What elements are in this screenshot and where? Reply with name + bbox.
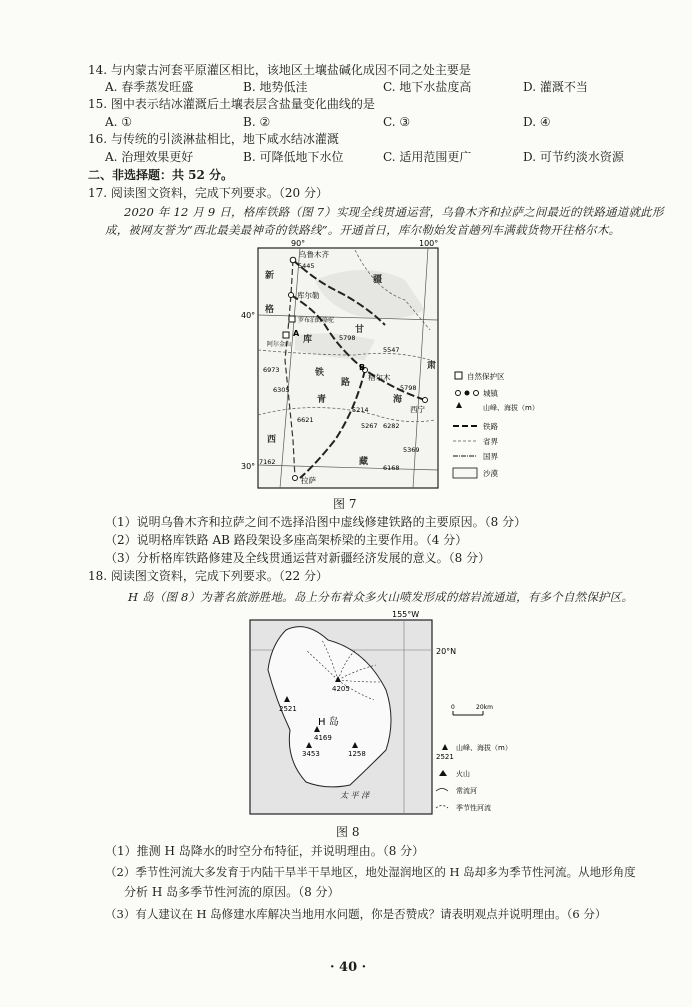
q14-option-a: A. 春季蒸发旺盛 (105, 80, 194, 94)
map7-region-char: 青 (317, 395, 327, 405)
q16-stem: 16. 与传统的引淡淋盐相比，地下咸水结冰灌溉 (88, 132, 339, 146)
map7-city-label-korla: 库尔勒 (297, 291, 320, 300)
q18-para: H 岛（图 8）为著名旅游胜地。岛上分布着众多火山喷发形成的熔岩流通道，有多个自然保护区。 (128, 590, 634, 604)
map7-peak: 5214 (352, 406, 369, 414)
q16-option-b: B. 可降低地下水位 (243, 150, 344, 164)
q15-option-d: D. ④ (523, 115, 551, 129)
map7-region-char: 甘 (355, 325, 365, 335)
q16-option-a: A. 治理效果更好 (105, 150, 194, 164)
q17-para-line1: 2020 年 12 月 9 日，格库铁路（图 7）实现全线贯通运营，乌鲁木齐和拉萨之间最近的铁路通道就此形 (124, 205, 664, 219)
map8-legend-perennial: 常流河 (456, 787, 477, 795)
q14-option-d: D. 灌溉不当 (523, 80, 588, 94)
q18-stem: 18. 阅读图文资料，完成下列要求。（22 分） (88, 569, 328, 583)
map7-reserve-label-lop: 罗布泊野骆驼 (298, 317, 335, 324)
q15-option-b: B. ② (243, 115, 271, 129)
map7-legend-town-symbol (474, 391, 479, 396)
map7-lon-100: 100° (419, 239, 439, 248)
map7-lat-40: 40° (241, 311, 256, 320)
map7-peak: 5798 (400, 384, 417, 392)
q18-sub2-line2: 分析 H 岛多季节性河流的原因。（8 分） (124, 885, 340, 899)
section-heading: 二、非选择题：共 52 分。 (88, 168, 234, 182)
q16-option-d: D. 可节约淡水资源 (523, 150, 624, 164)
q17-sub1: （1）说明乌鲁木齐和拉萨之间不选择沿图中虚线修建铁路的主要原因。（8 分） (105, 515, 527, 529)
q14-stem: 14. 与内蒙古河套平原灌区相比，该地区土壤盐碱化成因不同之处主要是 (88, 63, 471, 77)
map7-legend-town-symbol (465, 391, 470, 396)
map7-city-korla (289, 293, 294, 298)
map7-city-lhasa (293, 476, 298, 481)
map7-legend-peak-symbol (456, 402, 462, 408)
map7-peak: 5369 (403, 446, 420, 454)
map7-point-b: B (359, 363, 366, 372)
map8-peak-4205: 4205 (332, 685, 350, 693)
map7-legend-desert-symbol (453, 468, 477, 478)
q15-stem: 15. 图中表示结冰灌溉后土壤表层含盐量变化曲线的是 (88, 97, 375, 111)
map7-legend-town-symbol (456, 391, 461, 396)
q14-option-c: C. 地下水盐度高 (383, 80, 472, 94)
map7-region-char: 铁 (315, 368, 325, 378)
map8-scale-zero: 0 (451, 704, 455, 711)
map7-region-char: 路 (341, 378, 351, 388)
map8-ocean-label: 太 平 洋 (340, 791, 370, 800)
map8-legend-perennial-symbol (436, 789, 448, 792)
q17-stem: 17. 阅读图文资料，完成下列要求。（20 分） (88, 186, 328, 200)
q17-sub2: （2）说明格库铁路 AB 路段架设多座高架桥梁的主要作用。（4 分） (105, 533, 468, 547)
map8-legend-seasonal-symbol (436, 806, 448, 809)
map7-peak: 6973 (263, 366, 280, 374)
map8-legend-volcano: 火山 (456, 770, 470, 778)
map8-peak-2521: 2521 (279, 705, 297, 713)
map7-region-char: 海 (393, 395, 403, 405)
map8-legend (436, 743, 512, 812)
map-figure-8 (246, 610, 676, 818)
map7-legend-railway: 铁路 (483, 422, 498, 431)
map7-city-urumqi (290, 257, 296, 263)
map7-region-char: 藏 (359, 457, 369, 467)
map7-legend-reserve-symbol (455, 372, 462, 379)
map7-peak: 6305 (273, 386, 290, 394)
map7-peak: 5547 (383, 346, 400, 354)
map7-peak: 5798 (339, 334, 356, 342)
map8-legend-seasonal: 季节性河流 (456, 804, 491, 812)
map7-legend-peak: 山峰、海拔（m） (483, 404, 539, 412)
map8-legend-peak-value: 2521 (436, 753, 454, 761)
q15-option-c: C. ③ (383, 115, 411, 129)
map7-lat-30: 30° (241, 462, 256, 471)
map7-city-label-xining: 西宁 (410, 405, 425, 414)
map7-lon-90: 90° (291, 239, 306, 248)
map7-region-char: 格 (265, 305, 275, 315)
q17-para-line2: 成，被网友誉为“西北最美最神奇的铁路线”。开通首日，库尔勒始发首趟列车满载货物开往格尔木。 (105, 223, 621, 237)
map8-legend-peak-symbol (442, 744, 448, 750)
map7-legend-province: 省界 (483, 437, 498, 446)
map7-city-label-golmud: 格尔木 (368, 373, 391, 382)
map7-point-a: A (293, 329, 300, 338)
map8-lat-label: 20°N (436, 647, 457, 656)
page-number: · 40 · (330, 960, 367, 975)
map7-legend (453, 371, 539, 478)
map7-city-xining (423, 398, 428, 403)
map8-legend-peak: 山峰、海拔（m） (456, 744, 512, 752)
map7-legend-border: 国界 (483, 452, 498, 461)
map7-legend-reserve: 自然保护区 (467, 372, 505, 381)
map7-legend-town: 城镇 (483, 389, 498, 398)
figure-7-caption: 图 7 (333, 497, 357, 511)
map7-reserve-lop (289, 316, 295, 322)
map7-peak: 6282 (383, 422, 400, 430)
q18-sub2-line1: （2）季节性河流大多发育于内陆干旱半干旱地区，地处湿润地区的 H 岛却多为季节性河流。从地形角度 (105, 865, 636, 879)
map7-region-char: 疆 (373, 275, 383, 285)
map8-peak-1258: 1258 (348, 750, 366, 758)
figure-8-caption: 图 8 (336, 825, 360, 839)
map7-reserve-altun (283, 332, 289, 338)
q18-sub3: （3）有人建议在 H 岛修建水库解决当地用水问题，你是否赞成？请表明观点并说明理由。（6 分） (105, 907, 607, 921)
map-figure-7 (241, 239, 675, 495)
q16-option-c: C. 适用范围更广 (383, 150, 472, 164)
map7-peak: 5267 (361, 422, 378, 430)
map7-reserve-label-altun: 阿尔金山 (267, 341, 292, 348)
q15-option-a: A. ① (105, 115, 133, 129)
map8-peak-3453: 3453 (302, 750, 320, 758)
map7-region-char: 肃 (427, 361, 437, 371)
q14-option-b: B. 地势低洼 (243, 80, 308, 94)
q17-sub3: （3）分析格库铁路修建及全线贯通运营对新疆经济发展的意义。（8 分） (105, 551, 491, 565)
map7-peak: 6168 (383, 464, 400, 472)
map7-region-char: 库 (303, 335, 313, 345)
map7-peak: 5445 (298, 262, 315, 270)
q18-sub1: （1）推测 H 岛降水的时空分布特征，并说明理由。（8 分） (105, 844, 425, 858)
map8-scale-20km: 20km (476, 704, 493, 711)
map8-peak-4169: 4169 (314, 734, 332, 742)
map7-peak: 7162 (259, 458, 276, 466)
map7-city-label-urumqi: 乌鲁木齐 (299, 250, 329, 259)
map7-legend-desert: 沙漠 (483, 469, 498, 478)
map7-region-char: 西 (267, 435, 277, 445)
map8-lon-label: 155°W (392, 610, 420, 619)
map8-island-label: H 岛 (318, 717, 339, 728)
map7-peak: 6621 (297, 416, 314, 424)
map8-legend-volcano-symbol (439, 770, 447, 776)
map7-region-char: 新 (265, 271, 275, 281)
map7-city-label-lhasa: 拉萨 (301, 476, 316, 485)
